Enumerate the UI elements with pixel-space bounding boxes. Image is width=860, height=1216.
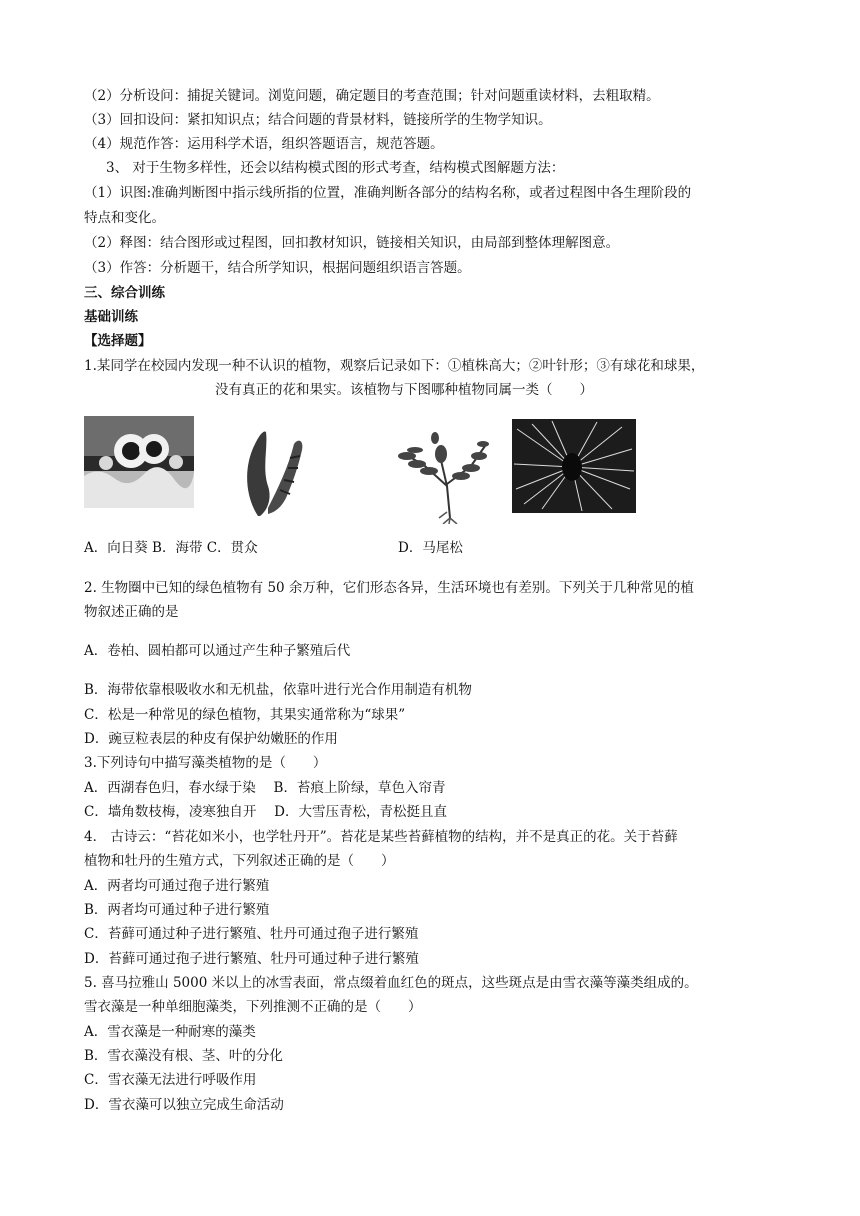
question-1-stem-line-1: 1.某同学在校园内发现一种不认识的植物，观察后记录如下：①植株高大；②叶针形；③有球花和球果，	[84, 358, 705, 374]
question-5-stem-line-2: 雪衣藻是一种单细胞藻类，下列推测不正确的是（ ）	[84, 999, 422, 1015]
question-5-option-a: A．雪衣藻是一种耐寒的藻类	[84, 1024, 256, 1040]
subsection-heading: 基础训练	[84, 309, 138, 325]
question-4-option-a: A．两者均可通过孢子进行繁殖	[84, 878, 270, 894]
question-2-option-a: A．卷柏、圆柏都可以通过产生种子繁殖后代	[84, 643, 351, 659]
question-1-stem-line-2: 没有真正的花和果实。该植物与下图哪种植物同属一类（ ）	[215, 382, 593, 398]
sunflower-image	[84, 416, 194, 508]
fern-image	[385, 426, 490, 524]
question-1-option-d: D．马尾松	[398, 540, 463, 556]
diagram-step-3: （3）作答：分析题干，结合所学知识，根据问题组织语言答题。	[84, 260, 471, 276]
question-2-option-c: C．松是一种常见的绿色植物，其果实通常称为“球果”	[84, 707, 406, 723]
question-type-label: 【选择题】	[84, 333, 152, 349]
question-5-option-d: D．雪衣藻可以独立完成生命活动	[84, 1097, 284, 1113]
kelp-image	[238, 428, 310, 518]
method-step-3: （3）回扣设问：紧扣知识点；结合问题的背景材料，链接所学的生物学知识。	[84, 112, 552, 128]
question-3-options-cd: C．墙角数枝梅，凌寒独自开 D．大雪压青松，青松挺且直	[84, 804, 447, 820]
question-5-option-b: B．雪衣藻没有根、茎、叶的分化	[84, 1048, 283, 1064]
pine-image	[512, 419, 636, 513]
question-4-stem-line-1: 4． 古诗云：“苔花如米小，也学牡丹开”。苔花是某些苔藓植物的结构，并不是真正的花。关于苔藓	[84, 829, 678, 845]
question-5-stem-line-1: 5. 喜马拉雅山 5000 米以上的冰雪表面，常点缀着血红色的斑点，这些斑点是由雪衣藻等藻类组成的。	[84, 975, 698, 991]
question-4-option-d: D．苔藓可通过孢子进行繁殖、牡丹可通过种子进行繁殖	[84, 951, 419, 967]
method-point-3: 3、 对于生物多样性，还会以结构模式图的形式考查，结构模式图解题方法：	[106, 160, 565, 176]
diagram-step-1-line-2: 特点和变化。	[84, 210, 165, 226]
question-2-stem-line-1: 2. 生物圈中已知的绿色植物有 50 余万种，它们形态各异，生活环境也有差别。下列关于几种常见的植	[84, 580, 694, 596]
question-2-option-b: B．海带依靠根吸收水和无机盐，依靠叶进行光合作用制造有机物	[84, 682, 472, 698]
question-3-options-ab: A．西湖春色归，春水绿于染 B．苔痕上阶绿，草色入帘青	[84, 780, 446, 796]
question-3-stem: 3.下列诗句中描写藻类植物的是（ ）	[84, 755, 327, 771]
method-step-4: （4）规范作答：运用科学术语，组织答题语言，规范答题。	[84, 136, 444, 152]
question-2-option-d: D．豌豆粒表层的种皮有保护幼嫩胚的作用	[84, 731, 338, 747]
question-1-options: A．向日葵 B．海带 C．贯众	[84, 540, 258, 556]
question-4-option-b: B．两者均可通过种子进行繁殖	[84, 902, 270, 918]
method-step-2: （2）分析设问：捕捉关键词。浏览问题，确定题目的考查范围；针对问题重读材料，去粗取精。	[84, 88, 660, 104]
diagram-step-1-line-1: （1）识图:准确判断图中指示线所指的位置，准确判断各部分的结构名称，或者过程图中各生理阶段的	[84, 185, 692, 201]
diagram-step-2: （2）释图：结合图形或过程图，回扣教材知识，链接相关知识，由局部到整体理解图意。	[84, 235, 620, 251]
question-5-option-c: C．雪衣藻无法进行呼吸作用	[84, 1072, 257, 1088]
question-4-option-c: C．苔藓可通过种子进行繁殖、牡丹可通过孢子进行繁殖	[84, 926, 419, 942]
question-2-stem-line-2: 物叙述正确的是	[84, 604, 179, 620]
section-heading: 三、综合训练	[84, 285, 165, 301]
question-4-stem-line-2: 植物和牡丹的生殖方式，下列叙述正确的是（ ）	[84, 853, 395, 869]
